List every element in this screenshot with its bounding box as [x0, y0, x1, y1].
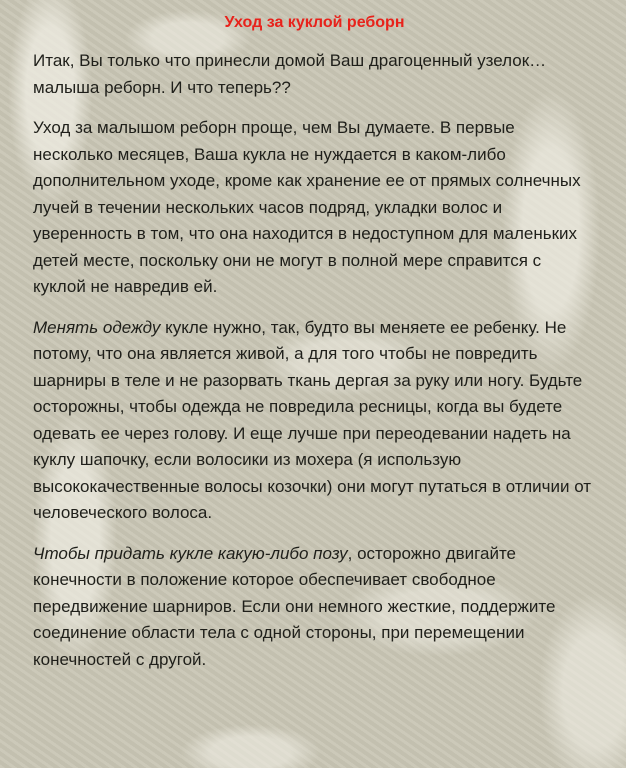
emphasis-change-clothes: Менять одежду [33, 317, 161, 337]
paragraph-care [33, 115, 596, 301]
article-title: Уход за куклой реборн [224, 14, 405, 31]
paragraph-intro [33, 48, 596, 101]
paragraph-pose [33, 541, 596, 674]
paragraph-text: Итак, Вы только что принесли домой Ваш драгоценный узелок… малыша реборн. И что теперь?? [33, 51, 547, 97]
paragraph-text: кукле нужно, так, будто вы меняете ее ребенку. Не потому, что она является живой, а для того чтобы не повредить шарниры в теле и не разорвать ткань дергая за руку или ногу. Будьте осторожны, чтобы одежда не повредила ресницы, когда вы будете одевать ее через голову. И еще лучше при переодевании надеть на куклу шапочку, если волосики из мохера (я использую высококачественные волосы козочки) они могут путаться в отличии от человеческого волоса. [33, 317, 592, 522]
paragraph-clothes [33, 315, 596, 527]
paragraph-text: Уход за малышом реборн проще, чем Вы думаете. В первые несколько месяцев, Ваша кукла не нуждается в каком-либо дополнительном уходе, кроме как хранение ее от прямых солнечных лучей в течении нескольких часов подряд, укладки волос и уверенность в том, что она находится в недоступном для маленьких детей месте, поскольку они не могут в полной мере справится с куклой не навредив ей. [33, 118, 581, 296]
emphasis-pose: Чтобы придать кукле какую-либо позу [33, 543, 348, 563]
paragraph-text: , осторожно двигайте конечности в положение которое обеспечивает свободное передвижение шарниров. Если они немного жесткие, поддержите соединение области тела с одной стороны, при перемещении конечностей с другой. [33, 543, 556, 669]
